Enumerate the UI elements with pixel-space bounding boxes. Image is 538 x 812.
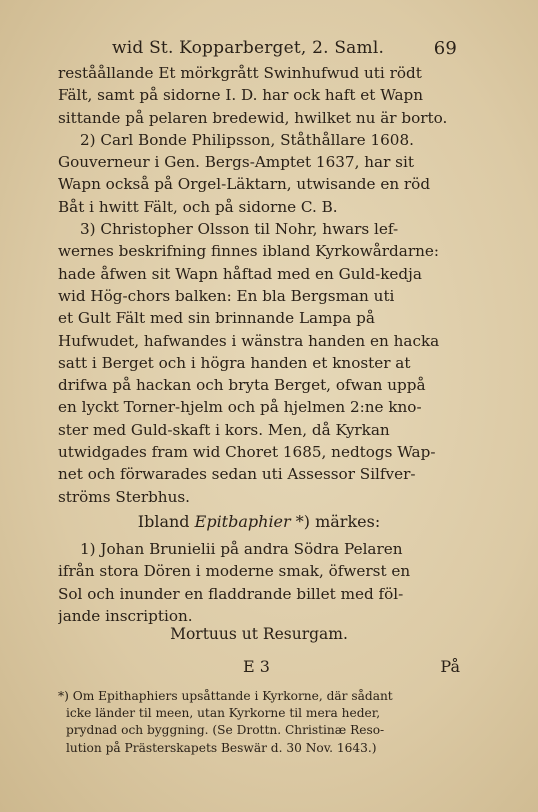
text-line: wernes beskrifning finnes ibland Kyrkowårdarne: [58, 242, 439, 261]
signature-mark: E 3 [243, 657, 270, 676]
text-line: en lyckt Torner-hjelm och på hjelmen 2:ne kno- [58, 398, 422, 417]
footnote-line: prydnad och byggning. (Se Drottn. Christinæ Reso- [66, 723, 385, 738]
text-line: ster med Guld-skaft i kors. Men, då Kyrkan [58, 420, 390, 439]
running-title: wid St. Kopparberget, 2. Saml. [112, 38, 385, 58]
text-line: wid Hög-chors balken: En bla Bergsman uti [58, 286, 395, 305]
text-line: et Gult Fält med sin brinnande Lampa på [58, 309, 375, 328]
page-number: 69 [433, 38, 457, 59]
text-line: ströms Sterbhus. [58, 487, 190, 506]
text-line: ifrån stora Dören i moderne smak, öfwerst en [58, 562, 411, 581]
text-line: jande inscription. [58, 606, 193, 625]
running-header [112, 38, 457, 58]
text-line: satt i Berget och i högra handen et knoster at [58, 353, 411, 372]
paragraph-epitaph [58, 538, 460, 627]
text-line: Sol och inunder en fladdrande billet med föl- [58, 584, 404, 603]
text-line: sittande på pelaren bredewid, hwilket nu är borto. [58, 108, 448, 127]
text-line: Gouverneur i Gen. Bergs-Amptet 1637, har sit [58, 153, 414, 172]
text-line: 3) Christopher Olsson til Nohr, hwars lef- [80, 220, 399, 239]
text-line: drifwa på hackan och bryta Berget, ofwan uppå [58, 376, 426, 395]
text-line: 2) Carl Bonde Philipsson, Ståthållare 1608. [80, 130, 414, 149]
text-line: Fält, samt på sidorne I. D. har ock haft et Wapn [58, 86, 424, 105]
footnote-line: icke länder til meen, utan Kyrkorne til mera heder, [66, 706, 381, 721]
text-line: Wapn också på Orgel-Läktarn, utwisande en röd [58, 175, 431, 194]
footnote-line: *) Om Epithaphiers upsåttande i Kyrkorne, där sådant [58, 689, 393, 703]
text-line: Hufwudet, hafwandes i wänstra handen en hacka [58, 331, 440, 350]
heading-italic: Epitbaphier [194, 512, 291, 531]
section-heading [58, 512, 460, 531]
text-line: Båt i hwitt Fält, och på sidorne C. B. [58, 197, 338, 216]
heading-pre: Ibland [137, 512, 190, 531]
body-text [58, 62, 460, 508]
text-line: reståållande Et mörkgrått Swinhufwud uti rödt [58, 64, 422, 82]
inscription-motto: Mortuus ut Resurgam. [170, 625, 348, 643]
footnote-line: lution på Prästerskapets Beswär d. 30 Nov. 1643.) [66, 740, 377, 755]
heading-post: *) märkes: [295, 512, 381, 531]
text-line: hade åfwen sit Wapn håftad med en Guld-kedja [58, 264, 422, 283]
text-line: 1) Johan Brunielii på andra Södra Pelaren [80, 540, 403, 558]
catchword: På [440, 657, 460, 676]
footnote [58, 688, 460, 757]
text-line: utwidgades fram wid Choret 1685, nedtogs Wap- [58, 443, 436, 462]
text-line: net och förwarades sedan uti Assessor Silfver- [58, 465, 416, 484]
